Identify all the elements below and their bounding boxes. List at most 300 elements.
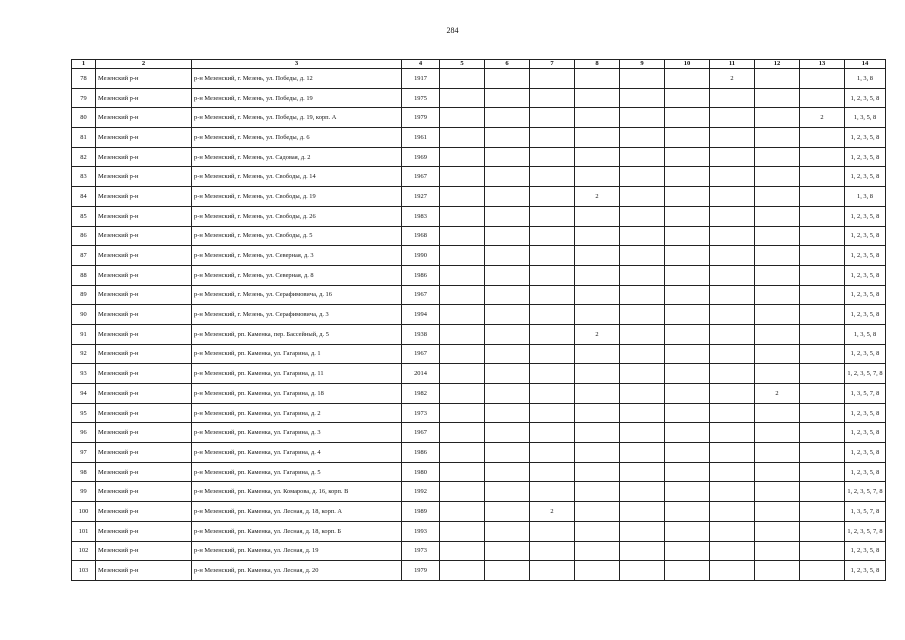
column-header: 14 — [845, 60, 886, 69]
address-cell: р-н Мезенский, г. Мезень, ул. Свободы, д. 5 — [192, 226, 402, 246]
col-12-cell — [755, 462, 800, 482]
year-cell: 1975 — [402, 88, 440, 108]
table-row — [72, 206, 886, 226]
col-5-cell — [440, 324, 485, 344]
col-7-cell — [530, 88, 575, 108]
col-9-cell — [620, 502, 665, 522]
col-8-cell — [575, 305, 620, 325]
col-14-cell: 1, 2, 3, 5, 7, 8 — [845, 521, 886, 541]
col-12-cell — [755, 324, 800, 344]
row-number-cell: 81 — [72, 128, 96, 148]
col-13-cell: 2 — [800, 108, 845, 128]
col-5-cell — [440, 128, 485, 148]
col-9-cell — [620, 423, 665, 443]
col-6-cell — [485, 521, 530, 541]
col-11-cell — [710, 384, 755, 404]
col-11-cell — [710, 246, 755, 266]
address-cell: р-н Мезенский, рп. Каменка, ул. Гагарина, д. 5 — [192, 462, 402, 482]
col-11-cell — [710, 462, 755, 482]
col-12-cell — [755, 167, 800, 187]
col-9-cell — [620, 128, 665, 148]
col-13-cell — [800, 147, 845, 167]
col-13-cell — [800, 443, 845, 463]
row-number-cell: 97 — [72, 443, 96, 463]
table-row — [72, 344, 886, 364]
address-cell: р-н Мезенский, г. Мезень, ул. Победы, д. 19 — [192, 88, 402, 108]
year-cell: 1990 — [402, 246, 440, 266]
district-cell: Мезенский р-н — [96, 108, 192, 128]
table-row — [72, 324, 886, 344]
table-row — [72, 88, 886, 108]
table-row — [72, 265, 886, 285]
col-7-cell — [530, 364, 575, 384]
col-11-cell — [710, 128, 755, 148]
col-9-cell — [620, 285, 665, 305]
col-11-cell — [710, 521, 755, 541]
row-number-cell: 95 — [72, 403, 96, 423]
row-number-cell: 85 — [72, 206, 96, 226]
col-6-cell — [485, 88, 530, 108]
col-12-cell: 2 — [755, 384, 800, 404]
row-number-cell: 100 — [72, 502, 96, 522]
col-9-cell — [620, 265, 665, 285]
address-cell: р-н Мезенский, г. Мезень, ул. Свободы, д. 19 — [192, 187, 402, 207]
col-14-cell: 1, 2, 3, 5, 8 — [845, 541, 886, 561]
district-cell: Мезенский р-н — [96, 88, 192, 108]
col-12-cell — [755, 423, 800, 443]
col-9-cell — [620, 403, 665, 423]
address-cell: р-н Мезенский, рп. Каменка, ул. Комарова, д. 16, корп. В — [192, 482, 402, 502]
year-cell: 1973 — [402, 403, 440, 423]
col-7-cell — [530, 443, 575, 463]
district-cell: Мезенский р-н — [96, 324, 192, 344]
col-10-cell — [665, 246, 710, 266]
district-cell: Мезенский р-н — [96, 403, 192, 423]
col-14-cell: 1, 2, 3, 5, 8 — [845, 443, 886, 463]
col-13-cell — [800, 69, 845, 89]
row-number-cell: 94 — [72, 384, 96, 404]
col-8-cell — [575, 423, 620, 443]
col-9-cell — [620, 226, 665, 246]
col-10-cell — [665, 384, 710, 404]
col-5-cell — [440, 462, 485, 482]
col-6-cell — [485, 128, 530, 148]
row-number-cell: 84 — [72, 187, 96, 207]
table-row — [72, 187, 886, 207]
col-9-cell — [620, 384, 665, 404]
year-cell: 1961 — [402, 128, 440, 148]
table-row — [72, 226, 886, 246]
col-14-cell: 1, 2, 3, 5, 8 — [845, 423, 886, 443]
col-8-cell — [575, 226, 620, 246]
col-5-cell — [440, 69, 485, 89]
address-cell: р-н Мезенский, г. Мезень, ул. Серафимовича, д. 3 — [192, 305, 402, 325]
col-11-cell — [710, 285, 755, 305]
col-5-cell — [440, 482, 485, 502]
column-header: 4 — [402, 60, 440, 69]
col-7-cell — [530, 384, 575, 404]
table-row — [72, 167, 886, 187]
year-cell: 1917 — [402, 69, 440, 89]
year-cell: 1989 — [402, 502, 440, 522]
column-header: 9 — [620, 60, 665, 69]
col-14-cell: 1, 2, 3, 5, 8 — [845, 206, 886, 226]
district-cell: Мезенский р-н — [96, 226, 192, 246]
col-13-cell — [800, 423, 845, 443]
address-cell: р-н Мезенский, г. Мезень, ул. Северная, д. 8 — [192, 265, 402, 285]
row-number-cell: 98 — [72, 462, 96, 482]
col-14-cell: 1, 2, 3, 5, 8 — [845, 403, 886, 423]
year-cell: 1979 — [402, 108, 440, 128]
col-7-cell — [530, 108, 575, 128]
col-12-cell — [755, 403, 800, 423]
col-14-cell: 1, 2, 3, 5, 8 — [845, 344, 886, 364]
col-13-cell — [800, 206, 845, 226]
col-11-cell — [710, 423, 755, 443]
col-11-cell — [710, 88, 755, 108]
col-12-cell — [755, 305, 800, 325]
row-number-cell: 78 — [72, 69, 96, 89]
page-number: 284 — [446, 26, 459, 35]
col-9-cell — [620, 482, 665, 502]
col-9-cell — [620, 561, 665, 581]
column-header: 1 — [72, 60, 96, 69]
col-12-cell — [755, 69, 800, 89]
row-number-cell: 87 — [72, 246, 96, 266]
year-cell: 1967 — [402, 423, 440, 443]
row-number-cell: 103 — [72, 561, 96, 581]
col-9-cell — [620, 521, 665, 541]
col-14-cell: 1, 2, 3, 5, 8 — [845, 561, 886, 581]
col-10-cell — [665, 265, 710, 285]
col-8-cell — [575, 482, 620, 502]
col-14-cell: 1, 2, 3, 5, 8 — [845, 128, 886, 148]
col-5-cell — [440, 167, 485, 187]
col-5-cell — [440, 108, 485, 128]
table-body — [72, 69, 886, 581]
col-8-cell — [575, 364, 620, 384]
district-cell: Мезенский р-н — [96, 187, 192, 207]
col-12-cell — [755, 206, 800, 226]
col-7-cell — [530, 226, 575, 246]
col-8-cell — [575, 88, 620, 108]
col-9-cell — [620, 541, 665, 561]
col-12-cell — [755, 187, 800, 207]
col-5-cell — [440, 423, 485, 443]
year-cell: 1938 — [402, 324, 440, 344]
col-6-cell — [485, 482, 530, 502]
table-row — [72, 462, 886, 482]
address-cell: р-н Мезенский, рп. Каменка, ул. Гагарина, д. 4 — [192, 443, 402, 463]
year-cell: 1979 — [402, 561, 440, 581]
col-14-cell: 1, 2, 3, 5, 8 — [845, 147, 886, 167]
district-cell: Мезенский р-н — [96, 462, 192, 482]
col-8-cell — [575, 344, 620, 364]
col-7-cell — [530, 128, 575, 148]
col-5-cell — [440, 344, 485, 364]
col-8-cell — [575, 561, 620, 581]
address-cell: р-н Мезенский, рп. Каменка, ул. Гагарина, д. 1 — [192, 344, 402, 364]
col-10-cell — [665, 206, 710, 226]
row-number-cell: 86 — [72, 226, 96, 246]
column-header: 11 — [710, 60, 755, 69]
col-11-cell — [710, 541, 755, 561]
col-14-cell: 1, 2, 3, 5, 8 — [845, 305, 886, 325]
col-5-cell — [440, 561, 485, 581]
col-6-cell — [485, 167, 530, 187]
address-cell: р-н Мезенский, рп. Каменка, ул. Гагарина, д. 2 — [192, 403, 402, 423]
col-6-cell — [485, 403, 530, 423]
col-11-cell — [710, 226, 755, 246]
row-number-cell: 91 — [72, 324, 96, 344]
col-13-cell — [800, 167, 845, 187]
col-12-cell — [755, 147, 800, 167]
row-number-cell: 99 — [72, 482, 96, 502]
district-cell: Мезенский р-н — [96, 147, 192, 167]
col-9-cell — [620, 344, 665, 364]
row-number-cell: 89 — [72, 285, 96, 305]
col-13-cell — [800, 502, 845, 522]
col-8-cell: 2 — [575, 187, 620, 207]
address-cell: р-н Мезенский, г. Мезень, ул. Победы, д. 6 — [192, 128, 402, 148]
district-cell: Мезенский р-н — [96, 305, 192, 325]
col-7-cell — [530, 187, 575, 207]
table-row — [72, 108, 886, 128]
col-9-cell — [620, 88, 665, 108]
col-5-cell — [440, 305, 485, 325]
district-cell: Мезенский р-н — [96, 364, 192, 384]
col-10-cell — [665, 344, 710, 364]
col-11-cell — [710, 502, 755, 522]
col-14-cell: 1, 2, 3, 5, 8 — [845, 462, 886, 482]
col-11-cell — [710, 443, 755, 463]
address-cell: р-н Мезенский, г. Мезень, ул. Свободы, д. 14 — [192, 167, 402, 187]
col-10-cell — [665, 147, 710, 167]
col-8-cell — [575, 462, 620, 482]
address-cell: р-н Мезенский, г. Мезень, ул. Свободы, д. 26 — [192, 206, 402, 226]
col-13-cell — [800, 88, 845, 108]
col-13-cell — [800, 403, 845, 423]
col-5-cell — [440, 246, 485, 266]
col-13-cell — [800, 324, 845, 344]
col-13-cell — [800, 305, 845, 325]
column-header: 12 — [755, 60, 800, 69]
col-14-cell: 1, 2, 3, 5, 8 — [845, 167, 886, 187]
col-13-cell — [800, 384, 845, 404]
address-cell: р-н Мезенский, г. Мезень, ул. Победы, д. 12 — [192, 69, 402, 89]
col-14-cell: 1, 3, 5, 7, 8 — [845, 384, 886, 404]
col-10-cell — [665, 482, 710, 502]
year-cell: 1967 — [402, 285, 440, 305]
col-8-cell — [575, 443, 620, 463]
col-6-cell — [485, 561, 530, 581]
address-cell: р-н Мезенский, рп. Каменка, ул. Гагарина, д. 11 — [192, 364, 402, 384]
col-12-cell — [755, 88, 800, 108]
col-5-cell — [440, 226, 485, 246]
year-cell: 1982 — [402, 384, 440, 404]
col-6-cell — [485, 69, 530, 89]
col-10-cell — [665, 69, 710, 89]
year-cell: 1992 — [402, 482, 440, 502]
col-12-cell — [755, 443, 800, 463]
col-13-cell — [800, 265, 845, 285]
year-cell: 1967 — [402, 167, 440, 187]
col-11-cell: 2 — [710, 69, 755, 89]
year-cell: 1983 — [402, 206, 440, 226]
col-10-cell — [665, 226, 710, 246]
col-13-cell — [800, 187, 845, 207]
address-cell: р-н Мезенский, рп. Каменка, ул. Гагарина, д. 3 — [192, 423, 402, 443]
col-11-cell — [710, 344, 755, 364]
col-12-cell — [755, 285, 800, 305]
col-13-cell — [800, 462, 845, 482]
col-5-cell — [440, 206, 485, 226]
col-14-cell: 1, 2, 3, 5, 8 — [845, 285, 886, 305]
col-5-cell — [440, 521, 485, 541]
col-11-cell — [710, 324, 755, 344]
table-row — [72, 69, 886, 89]
col-7-cell — [530, 246, 575, 266]
district-cell: Мезенский р-н — [96, 206, 192, 226]
col-8-cell — [575, 384, 620, 404]
table-row — [72, 246, 886, 266]
col-6-cell — [485, 384, 530, 404]
col-14-cell: 1, 3, 5, 7, 8 — [845, 502, 886, 522]
col-7-cell — [530, 324, 575, 344]
column-header: 6 — [485, 60, 530, 69]
col-12-cell — [755, 521, 800, 541]
col-7-cell — [530, 521, 575, 541]
row-number-cell: 82 — [72, 147, 96, 167]
table-row — [72, 502, 886, 522]
col-14-cell: 1, 2, 3, 5, 8 — [845, 265, 886, 285]
year-cell: 1968 — [402, 226, 440, 246]
col-14-cell: 1, 3, 8 — [845, 187, 886, 207]
col-11-cell — [710, 206, 755, 226]
col-10-cell — [665, 403, 710, 423]
col-5-cell — [440, 364, 485, 384]
col-12-cell — [755, 265, 800, 285]
year-cell: 1986 — [402, 443, 440, 463]
col-10-cell — [665, 167, 710, 187]
col-12-cell — [755, 541, 800, 561]
col-12-cell — [755, 226, 800, 246]
col-5-cell — [440, 384, 485, 404]
col-7-cell — [530, 147, 575, 167]
housing-table — [71, 59, 886, 581]
district-cell: Мезенский р-н — [96, 285, 192, 305]
col-5-cell — [440, 502, 485, 522]
col-13-cell — [800, 226, 845, 246]
col-10-cell — [665, 187, 710, 207]
col-11-cell — [710, 167, 755, 187]
district-cell: Мезенский р-н — [96, 521, 192, 541]
col-10-cell — [665, 285, 710, 305]
col-6-cell — [485, 462, 530, 482]
column-header: 8 — [575, 60, 620, 69]
col-9-cell — [620, 167, 665, 187]
col-8-cell — [575, 128, 620, 148]
col-7-cell — [530, 561, 575, 581]
col-10-cell — [665, 108, 710, 128]
col-14-cell: 1, 2, 3, 5, 8 — [845, 246, 886, 266]
row-number-cell: 83 — [72, 167, 96, 187]
district-cell: Мезенский р-н — [96, 443, 192, 463]
col-8-cell — [575, 285, 620, 305]
district-cell: Мезенский р-н — [96, 482, 192, 502]
col-10-cell — [665, 324, 710, 344]
table-row — [72, 443, 886, 463]
col-8-cell: 2 — [575, 324, 620, 344]
col-13-cell — [800, 344, 845, 364]
col-13-cell — [800, 285, 845, 305]
table-row — [72, 128, 886, 148]
year-cell: 1973 — [402, 541, 440, 561]
district-cell: Мезенский р-н — [96, 128, 192, 148]
district-cell: Мезенский р-н — [96, 561, 192, 581]
col-9-cell — [620, 305, 665, 325]
address-cell: р-н Мезенский, рп. Каменка, ул. Лесная, д. 18, корп. Б — [192, 521, 402, 541]
table-row — [72, 403, 886, 423]
column-header: 5 — [440, 60, 485, 69]
col-6-cell — [485, 226, 530, 246]
table-row — [72, 285, 886, 305]
table-row — [72, 305, 886, 325]
year-cell: 1980 — [402, 462, 440, 482]
col-13-cell — [800, 521, 845, 541]
col-12-cell — [755, 482, 800, 502]
col-8-cell — [575, 521, 620, 541]
col-11-cell — [710, 108, 755, 128]
table-row — [72, 364, 886, 384]
col-6-cell — [485, 324, 530, 344]
col-8-cell — [575, 108, 620, 128]
address-cell: р-н Мезенский, рп. Каменка, ул. Гагарина, д. 18 — [192, 384, 402, 404]
address-cell: р-н Мезенский, рп. Каменка, ул. Лесная, д. 19 — [192, 541, 402, 561]
district-cell: Мезенский р-н — [96, 502, 192, 522]
col-6-cell — [485, 108, 530, 128]
col-11-cell — [710, 482, 755, 502]
col-14-cell: 1, 2, 3, 5, 7, 8 — [845, 482, 886, 502]
col-10-cell — [665, 462, 710, 482]
district-cell: Мезенский р-н — [96, 246, 192, 266]
col-12-cell — [755, 108, 800, 128]
address-cell: р-н Мезенский, рп. Каменка, ул. Лесная, д. 18, корп. А — [192, 502, 402, 522]
col-13-cell — [800, 482, 845, 502]
col-6-cell — [485, 502, 530, 522]
col-6-cell — [485, 265, 530, 285]
address-cell: р-н Мезенский, г. Мезень, ул. Победы, д. 19, корп. А — [192, 108, 402, 128]
col-12-cell — [755, 561, 800, 581]
col-7-cell — [530, 482, 575, 502]
col-14-cell: 1, 2, 3, 5, 8 — [845, 226, 886, 246]
col-5-cell — [440, 88, 485, 108]
address-cell: р-н Мезенский, рп. Каменка, ул. Лесная, д. 20 — [192, 561, 402, 581]
year-cell: 1994 — [402, 305, 440, 325]
col-10-cell — [665, 88, 710, 108]
row-number-cell: 96 — [72, 423, 96, 443]
col-9-cell — [620, 364, 665, 384]
year-cell: 1986 — [402, 265, 440, 285]
table-row — [72, 521, 886, 541]
table-row — [72, 423, 886, 443]
col-8-cell — [575, 403, 620, 423]
address-cell: р-н Мезенский, рп. Каменка, пер. Бассейный, д. 5 — [192, 324, 402, 344]
col-11-cell — [710, 364, 755, 384]
col-7-cell — [530, 344, 575, 364]
col-8-cell — [575, 147, 620, 167]
col-8-cell — [575, 206, 620, 226]
